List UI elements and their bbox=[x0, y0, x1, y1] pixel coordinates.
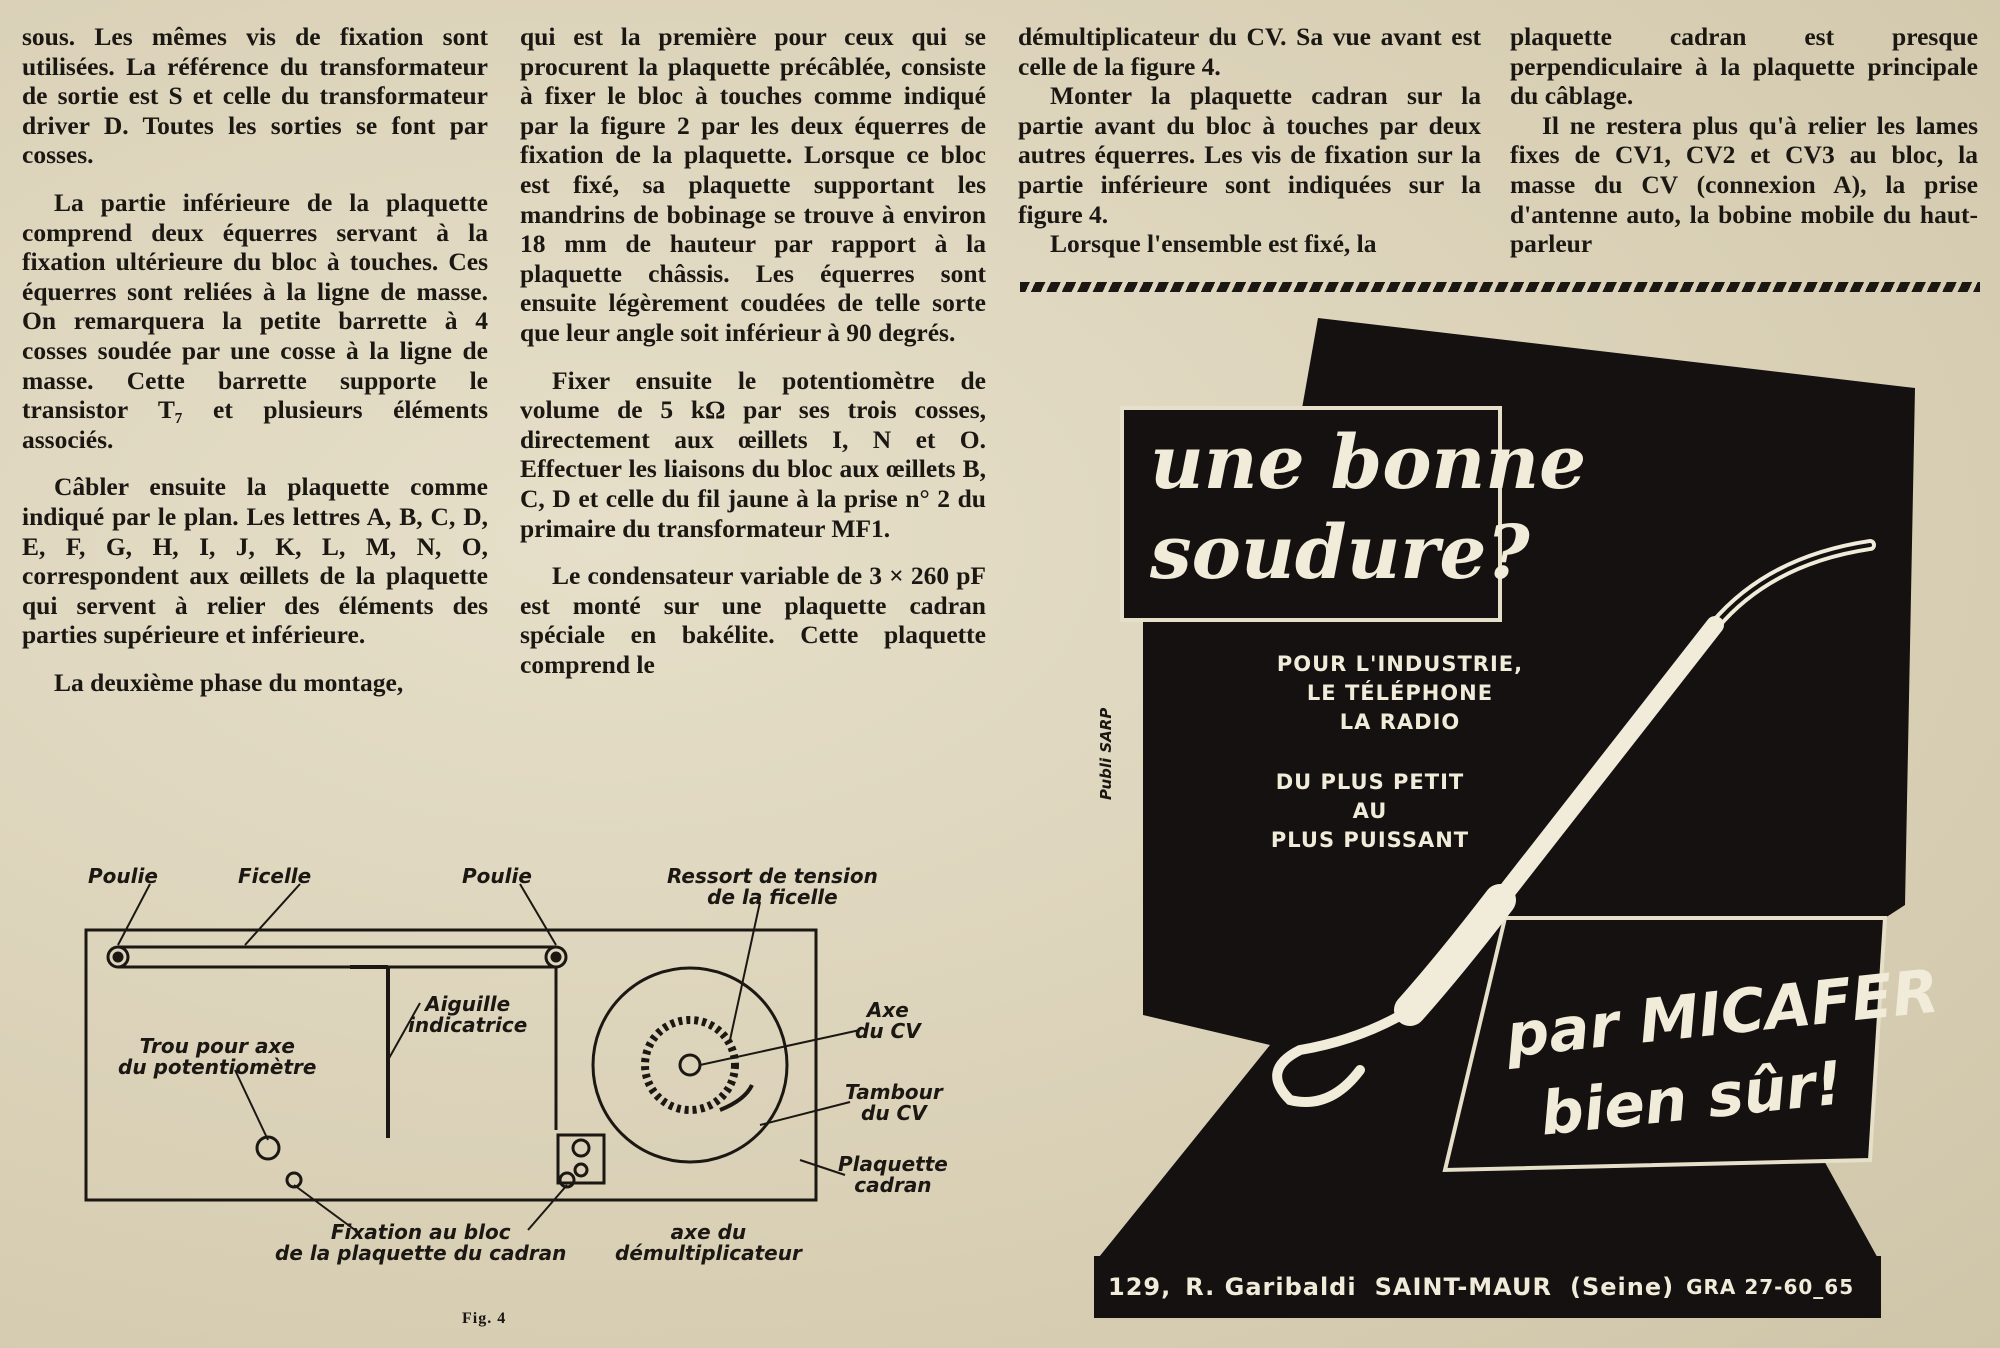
ad-range-list bbox=[1220, 768, 1520, 855]
label-ficelle: Ficelle bbox=[238, 864, 312, 888]
ad-range: DU PLUS PETIT bbox=[1275, 770, 1465, 794]
label-plaquette: Plaquette cadran bbox=[838, 1152, 948, 1197]
label-axe-cv: Axe du CV bbox=[855, 998, 921, 1043]
paragraph: La partie inférieure de la plaquette comprend deux équerres servant à la fixation ultérieure du bloc à touches. Ces équerres sont reliées à la ligne de masse. On remarquera la petite barrette à 4 cosses soudée par une cosse à la ligne de masse. Cette barrette supporte le transistor T₇ et plusieurs éléments associés. bbox=[22, 187, 488, 454]
paragraph: démultiplicateur du CV. Sa vue avant est celle de la figure 4. bbox=[1018, 22, 1481, 81]
paragraph: Monter la plaquette cadran sur la partie avant du bloc à touches par deux autres équerres. Les vis de fixation sur la partie inférieure sont indiquées sur la figure 4. bbox=[1018, 81, 1481, 229]
ad-credit: Publi SARP bbox=[1097, 707, 1115, 800]
label-ressort: Ressort de tension de la ficelle bbox=[667, 864, 878, 909]
address-number: 129, bbox=[1108, 1273, 1172, 1301]
label-aiguille: Aiguille indicatrice bbox=[408, 992, 528, 1037]
label-poulie-left: Poulie bbox=[88, 864, 158, 888]
paragraph: sous. Les mêmes vis de fixation sont utilisées. La référence du transformateur de sortie est S et celle du transformateur driver D. Toutes les sorties se font par cosses. bbox=[22, 22, 488, 170]
ad-use: LA RADIO bbox=[1339, 710, 1461, 734]
label-tambour: Tambour du CV bbox=[845, 1080, 943, 1125]
address-street: R. Garibaldi bbox=[1185, 1273, 1357, 1301]
ad-brand-line-1: par MICAFER bbox=[1502, 956, 1943, 1072]
paragraph: Le condensateur variable de 3 × 260 pF est monté sur une plaquette cadran spéciale en bakélite. Cette plaquette comprend le bbox=[520, 561, 986, 679]
label-trou: Trou pour axe du potentiomètre bbox=[118, 1034, 317, 1079]
paragraph: plaquette cadran est presque perpendiculaire à la plaquette principale du câblage. bbox=[1510, 22, 1978, 111]
address-city: SAINT-MAUR bbox=[1374, 1273, 1552, 1301]
paragraph: Câbler ensuite la plaquette comme indiqué par le plan. Les lettres A, B, C, D, E, F, G, H, I, J, K, L, M, N, O, correspondent aux œillets de la plaquette qui servent à relier des éléments des parties supérieure et inférieure. bbox=[22, 472, 488, 650]
label-axe-demultiplicateur: axe du démultiplicateur bbox=[615, 1220, 802, 1265]
figure-caption: Fig. 4 bbox=[462, 1310, 507, 1327]
ad-range: PLUS PUISSANT bbox=[1270, 828, 1470, 852]
paragraph: qui est la première pour ceux qui se procurent la plaquette précâblée, consiste à fixer le bloc à touches comme indiqué par la figure 2 par les deux équerres de fixation de la plaquette. Lorsque ce bloc est fixé, sa plaquette supportant les mandrins de bobinage se trouve à environ 18 mm de hauteur par rapport à la plaquette châssis. Les équerres sont ensuite légèrement coudées de telle sorte que leur angle soit inférieur à 90 degrés. bbox=[520, 22, 986, 347]
ad-use: LE TÉLÉPHONE bbox=[1306, 681, 1494, 705]
ad-address-bar bbox=[1094, 1256, 1881, 1318]
address-region: (Seine) bbox=[1569, 1273, 1675, 1301]
ad-use: POUR L'INDUSTRIE, bbox=[1276, 652, 1524, 676]
paragraph: La deuxième phase du montage, bbox=[54, 667, 404, 697]
ad-range: AU bbox=[1352, 799, 1388, 823]
label-fixation: Fixation au bloc de la plaquette du cadran bbox=[275, 1220, 567, 1265]
paragraph: Lorsque l'ensemble est fixé, la bbox=[1050, 229, 1377, 259]
ad-uses-list bbox=[1250, 650, 1550, 737]
ad-headline-line-1: une bonne bbox=[1150, 420, 1587, 506]
phone-number: GRA 27-60_65 bbox=[1686, 1275, 1855, 1299]
paragraph: Fixer ensuite le potentiomètre de volume de 5 kΩ par ses trois cosses, directement aux œillets I, N et O. Effectuer les liaisons du bloc aux œillets B, C, D et celle du fil jaune à la prise n° 2 du primaire du transformateur MF1. bbox=[520, 365, 986, 543]
label-poulie-right: Poulie bbox=[462, 864, 532, 888]
ad-headline-line-2: soudure? bbox=[1150, 510, 1530, 596]
paragraph: Il ne restera plus qu'à relier les lames fixes de CV1, CV2 et CV3 au bloc, la masse du CV (connexion A), la prise d'antenne auto, la bobine mobile du haut-parleur bbox=[1510, 110, 1978, 259]
ad-brand-line-2: bien sûr! bbox=[1537, 1048, 1847, 1150]
